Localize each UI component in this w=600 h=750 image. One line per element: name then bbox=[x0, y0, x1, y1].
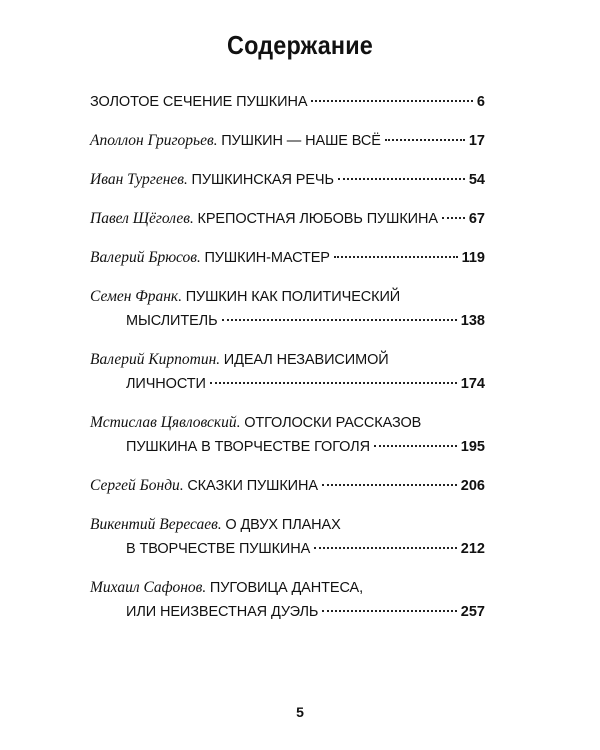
entry-page-number: 257 bbox=[460, 604, 485, 620]
toc-line-continued bbox=[90, 374, 485, 394]
toc-entry bbox=[90, 578, 485, 622]
toc-line bbox=[90, 92, 485, 112]
entry-title: ПУШКИНСКАЯ РЕЧЬ bbox=[191, 172, 334, 188]
toc-line-continued bbox=[90, 437, 485, 457]
dot-leader bbox=[322, 610, 457, 612]
toc-line: Павел Щёголев . КРЕПОСТНАЯ ЛЮБОВЬ ПУШКИНА 67 bbox=[90, 210, 485, 227]
entry-page-number: 212 bbox=[460, 541, 485, 557]
toc-line: Валерий Брюсов . ПУШКИН-МАСТЕР 119 bbox=[90, 249, 485, 266]
table-of-contents bbox=[90, 92, 485, 641]
entry-title: ПУГОВИЦА ДАНТЕСА, bbox=[209, 580, 364, 596]
dot-leader bbox=[374, 445, 457, 447]
toc-entry bbox=[90, 92, 485, 112]
dot-leader bbox=[338, 178, 465, 180]
toc-line: Викентий Вересаев . О ДВУХ ПЛАНАХ bbox=[90, 516, 341, 533]
toc-entry bbox=[90, 209, 485, 229]
toc-entry bbox=[90, 476, 485, 496]
toc-line-continued bbox=[90, 539, 485, 559]
entry-author: Мстислав Цявловский bbox=[90, 414, 237, 431]
toc-line: Валерий Кирпотин . ИДЕАЛ НЕЗАВИСИМОЙ bbox=[90, 351, 389, 368]
entry-author: Валерий Брюсов bbox=[90, 249, 197, 266]
toc-entry bbox=[90, 350, 485, 394]
entry-title-continued: ИЛИ НЕИЗВЕСТНАЯ ДУЭЛЬ bbox=[126, 604, 319, 620]
entry-title: СКАЗКИ ПУШКИНА bbox=[187, 478, 318, 494]
toc-line: Михаил Сафонов . ПУГОВИЦА ДАНТЕСА, bbox=[90, 579, 364, 596]
entry-page-number: 67 bbox=[468, 211, 485, 227]
entry-author: Михаил Сафонов bbox=[90, 579, 203, 596]
dot-leader bbox=[210, 382, 457, 384]
entry-page-number: 54 bbox=[468, 172, 485, 188]
toc-line-continued bbox=[90, 602, 485, 622]
entry-page-number: 195 bbox=[460, 439, 485, 455]
entry-author: Викентий Вересаев bbox=[90, 516, 218, 533]
entry-page-number: 6 bbox=[476, 94, 485, 110]
entry-title: ПУШКИН — НАШЕ ВСЁ bbox=[221, 133, 381, 149]
page-number: 5 bbox=[296, 704, 304, 720]
page-title: Содержание bbox=[227, 30, 373, 60]
dot-leader bbox=[314, 547, 457, 549]
entry-title-continued: МЫСЛИТЕЛЬ bbox=[126, 313, 218, 329]
entry-page-number: 174 bbox=[460, 376, 485, 392]
toc-entry bbox=[90, 170, 485, 190]
dot-leader bbox=[334, 256, 458, 258]
dot-leader bbox=[442, 217, 465, 219]
dot-leader bbox=[311, 100, 473, 102]
toc-entry bbox=[90, 248, 485, 268]
dot-leader bbox=[322, 484, 457, 486]
toc-entry bbox=[90, 287, 485, 331]
entry-title: ПУШКИН-МАСТЕР bbox=[204, 250, 330, 266]
entry-page-number: 17 bbox=[468, 133, 485, 149]
toc-entry bbox=[90, 515, 485, 559]
toc-line: Аполлон Григорьев . ПУШКИН — НАШЕ ВСЁ 17 bbox=[90, 132, 485, 149]
toc-line: Сергей Бонди . СКАЗКИ ПУШКИНА 206 bbox=[90, 477, 485, 494]
entry-author: Павел Щёголев bbox=[90, 210, 191, 227]
entry-title: ОТГОЛОСКИ РАССКАЗОВ bbox=[244, 415, 422, 431]
entry-author: Аполлон Григорьев bbox=[90, 132, 214, 149]
entry-page-number: 206 bbox=[460, 478, 485, 494]
entry-title-continued: В ТВОРЧЕСТВЕ ПУШКИНА bbox=[126, 541, 311, 557]
toc-entry bbox=[90, 131, 485, 151]
entry-author: Семен Франк bbox=[90, 288, 179, 305]
entry-title: ЗОЛОТОЕ СЕЧЕНИЕ ПУШКИНА bbox=[90, 94, 308, 110]
toc-line: Мстислав Цявловский . ОТГОЛОСКИ РАССКАЗОВ bbox=[90, 414, 422, 431]
entry-title-continued: ПУШКИНА В ТВОРЧЕСТВЕ ГОГОЛЯ bbox=[126, 439, 370, 455]
toc-line: Семен Франк . ПУШКИН КАК ПОЛИТИЧЕСКИЙ bbox=[90, 288, 401, 305]
entry-author: Сергей Бонди bbox=[90, 477, 180, 494]
dot-leader bbox=[222, 319, 457, 321]
entry-author: Валерий Кирпотин bbox=[90, 351, 217, 368]
toc-entry bbox=[90, 413, 485, 457]
entry-title: КРЕПОСТНАЯ ЛЮБОВЬ ПУШКИНА bbox=[197, 211, 438, 227]
entry-title-continued: ЛИЧНОСТИ bbox=[126, 376, 206, 392]
entry-title: ПУШКИН КАК ПОЛИТИЧЕСКИЙ bbox=[185, 289, 401, 305]
entry-title: О ДВУХ ПЛАНАХ bbox=[225, 517, 341, 533]
toc-line: Иван Тургенев . ПУШКИНСКАЯ РЕЧЬ 54 bbox=[90, 171, 485, 188]
toc-line-continued bbox=[90, 311, 485, 331]
entry-author: Иван Тургенев bbox=[90, 171, 185, 188]
entry-page-number: 119 bbox=[461, 250, 485, 266]
dot-leader bbox=[385, 139, 465, 141]
entry-title: ИДЕАЛ НЕЗАВИСИМОЙ bbox=[223, 352, 389, 368]
entry-page-number: 138 bbox=[460, 313, 485, 329]
